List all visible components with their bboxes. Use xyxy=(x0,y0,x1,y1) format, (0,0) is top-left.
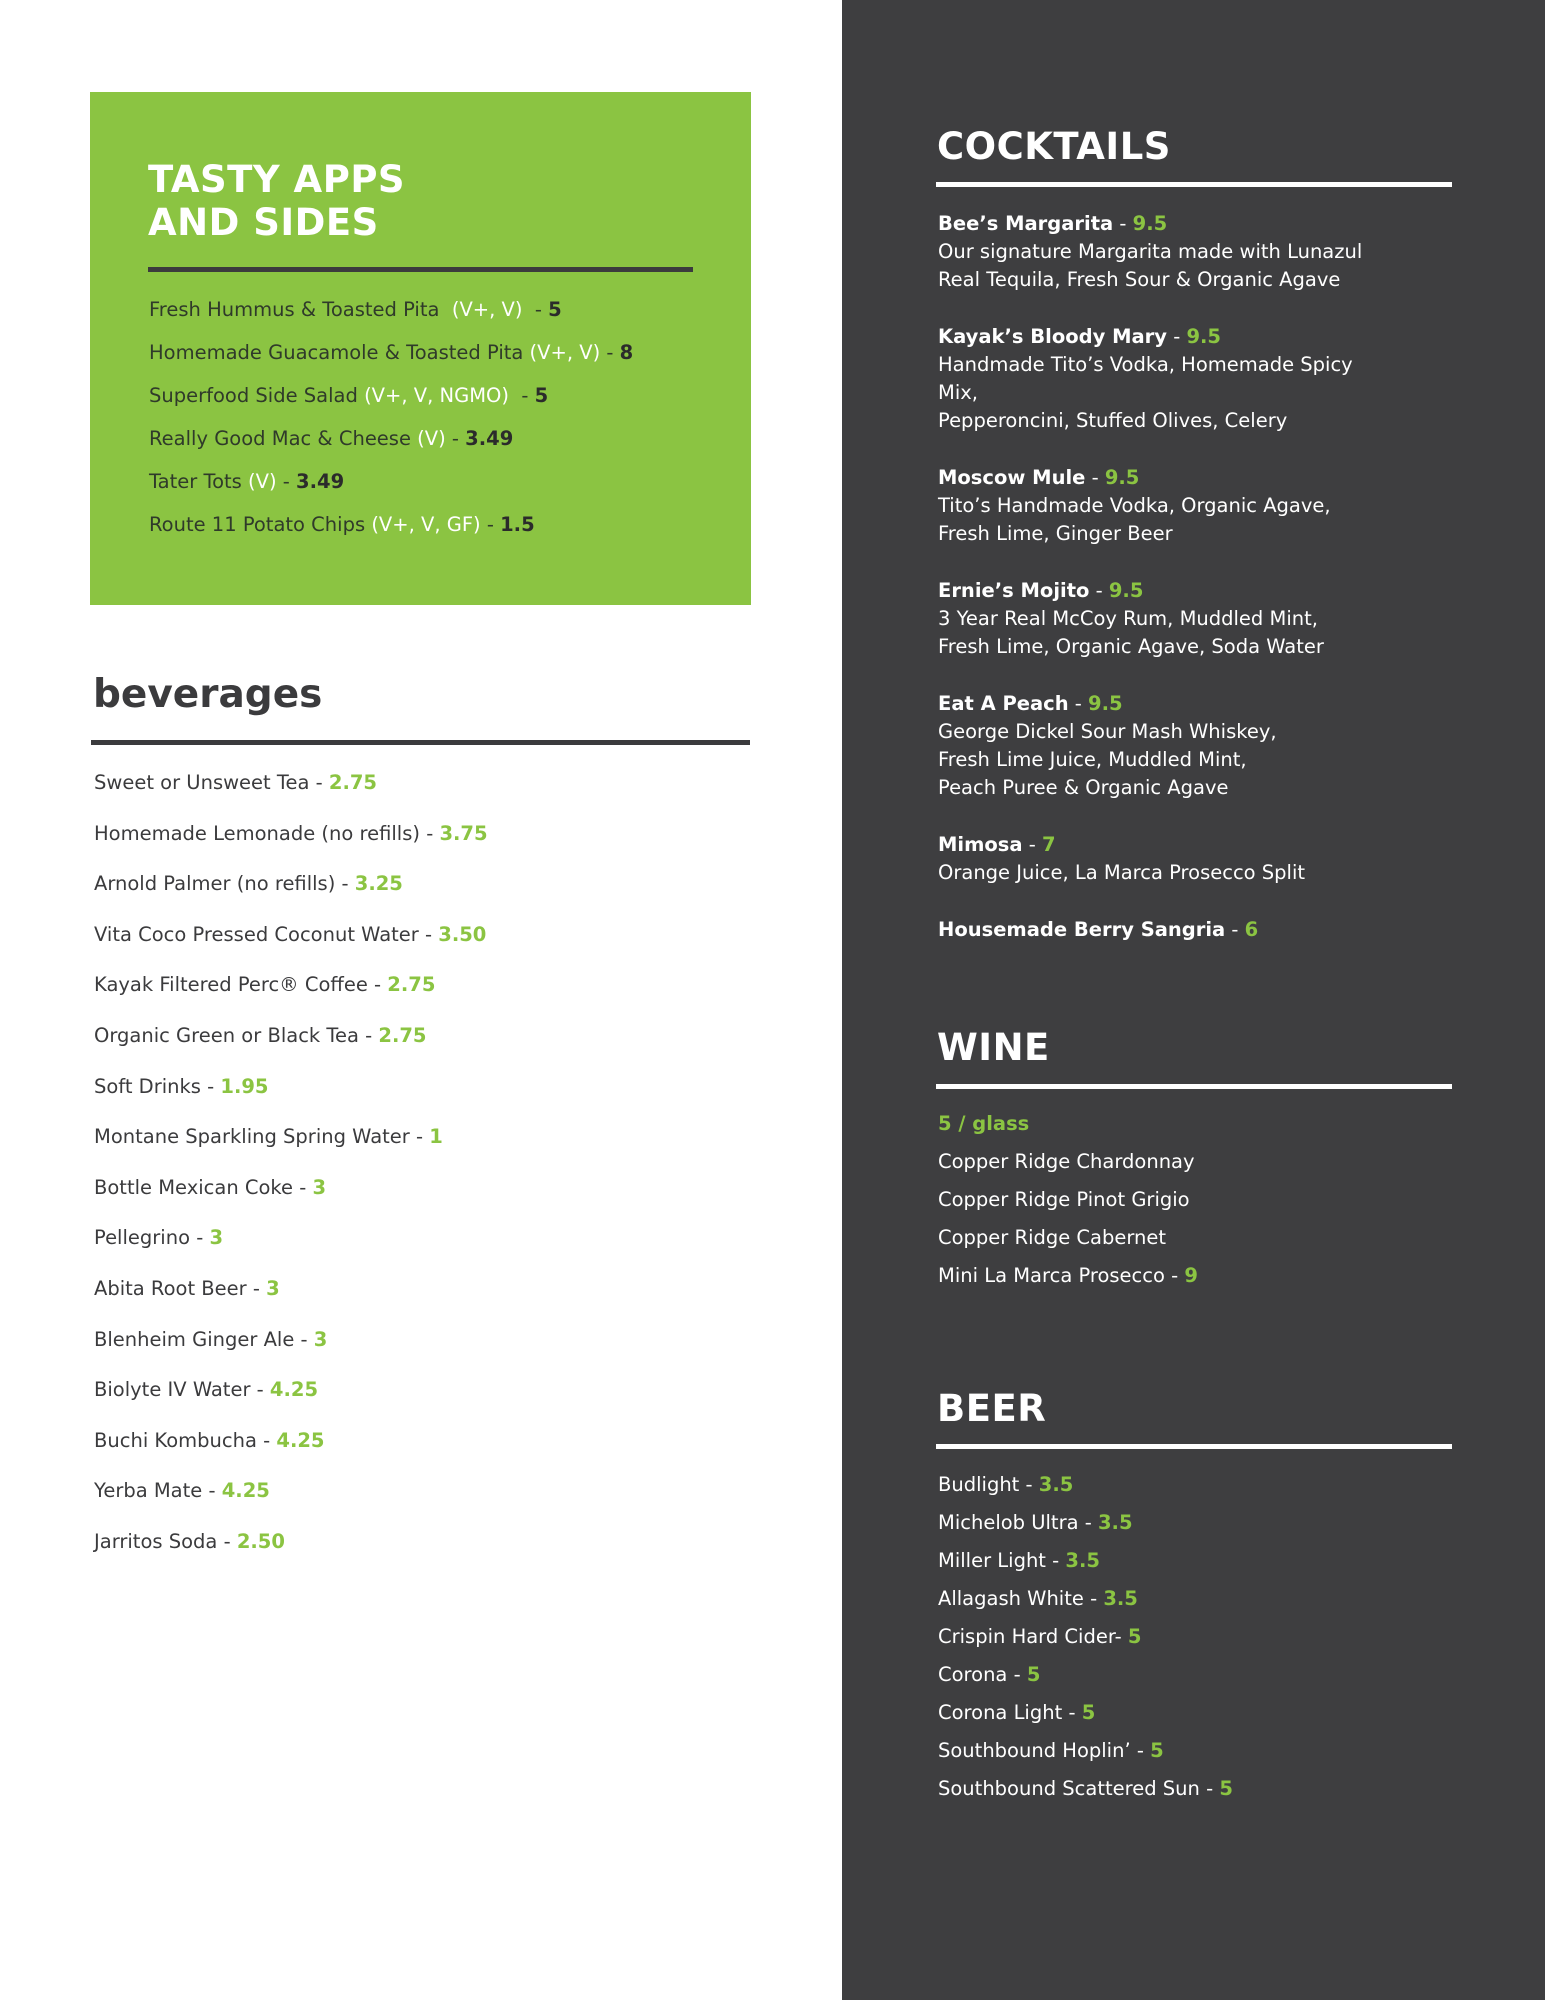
beverage-price: 3 xyxy=(312,1175,327,1199)
beer-item xyxy=(938,1471,1233,1509)
beer-item xyxy=(938,1661,1233,1699)
cocktail-description: Real Tequila, Fresh Sour & Organic Agave xyxy=(938,268,1341,291)
beverage-name: Sweet or Unsweet Tea xyxy=(94,771,310,794)
beer-price: 3.5 xyxy=(1065,1549,1100,1572)
cocktails-title: COCKTAILS xyxy=(937,125,1171,168)
apps-item-tags: (V) xyxy=(248,470,277,493)
apps-item: Superfood Side Salad (V+, V, NGMO) - 5 xyxy=(149,384,549,407)
beverage-price: 3.50 xyxy=(438,922,487,946)
beer-price: 3.5 xyxy=(1038,1473,1074,1496)
beverages-title: beverages xyxy=(93,672,323,717)
beer-separator: - xyxy=(1130,1739,1151,1762)
apps-item-name: Homemade Guacamole & Toasted Pita xyxy=(149,341,524,364)
beverage-price: 4.25 xyxy=(269,1378,319,1402)
beer-price: 5 xyxy=(1127,1625,1142,1648)
cocktail-item: Mimosa - 7 Orange Juice, La Marca Prosecco Split xyxy=(938,831,1438,887)
beverage-price: 2.50 xyxy=(236,1529,285,1553)
beer-name: Budlight xyxy=(938,1473,1020,1496)
cocktail-description: Mix, xyxy=(938,381,978,404)
cocktail-description: Pepperoncini, Stuffed Olives, Celery xyxy=(938,409,1288,432)
beer-price: 5 xyxy=(1150,1739,1164,1762)
beverage-name: Homemade Lemonade (no refills) xyxy=(94,821,420,845)
beer-separator: - xyxy=(1199,1777,1220,1800)
cocktails-list xyxy=(938,210,1438,944)
apps-item-tags: (V+, V, GF) xyxy=(371,513,481,536)
cocktail-description: Peach Puree & Organic Agave xyxy=(938,776,1229,799)
cocktail-name: Ernie’s Mojito xyxy=(938,579,1090,602)
apps-item-price: 8 xyxy=(619,341,634,364)
beverage-price: 4.25 xyxy=(276,1428,325,1452)
apps-title xyxy=(148,158,405,244)
apps-item-tags: (V+, V) xyxy=(451,298,523,321)
cocktail-price: 9.5 xyxy=(1132,212,1168,235)
apps-item-price: 5 xyxy=(534,384,549,407)
beverage-price: 1.95 xyxy=(220,1074,269,1098)
cocktail-description: Orange Juice, La Marca Prosecco Split xyxy=(938,861,1306,884)
wine-divider xyxy=(936,1084,1452,1089)
apps-item-price: 3.49 xyxy=(465,427,514,450)
cocktail-item: Eat A Peach - 9.5 George Dickel Sour Mash Whiskey, Fresh Lime Juice, Muddled Mint, Peach Puree & Organic Agave xyxy=(938,690,1438,802)
apps-title-line2: AND SIDES xyxy=(148,201,379,244)
beverage-price: 4.25 xyxy=(221,1479,270,1503)
beverages-list xyxy=(94,769,488,1579)
cocktail-item: Bee’s Margarita - 9.5 Our signature Margarita made with Lunazul Real Tequila, Fresh Sour & Organic Agave xyxy=(938,210,1438,294)
beer-price: 5 xyxy=(1026,1663,1041,1686)
cocktail-name: Housemade Berry Sangria xyxy=(938,918,1226,941)
cocktail-description: Fresh Lime, Ginger Beer xyxy=(938,522,1173,545)
beverage-name: Jarritos Soda xyxy=(94,1529,218,1553)
cocktail-description: Our signature Margarita made with Lunazul xyxy=(938,240,1363,263)
beer-item xyxy=(938,1623,1233,1661)
apps-title-line1: TASTY APPS xyxy=(148,158,406,201)
beverage-item: Biolyte IV Water - 4.25 xyxy=(94,1378,319,1402)
cocktail-name: Moscow Mule xyxy=(938,466,1086,489)
beverage-item: Blenheim Ginger Ale - 3 xyxy=(94,1327,328,1351)
cocktail-price: 7 xyxy=(1042,833,1056,856)
beer-item xyxy=(938,1585,1233,1623)
beverage-item: Pellegrino - 3 xyxy=(94,1226,224,1250)
apps-item-name: Route 11 Potato Chips xyxy=(149,513,366,536)
apps-item-price: 5 xyxy=(548,298,562,321)
apps-item-name: Superfood Side Salad xyxy=(149,384,358,407)
beer-name: Southbound Hoplin’ xyxy=(938,1739,1131,1762)
apps-item: Fresh Hummus & Toasted Pita (V+, V) - 5 xyxy=(149,298,562,321)
beverage-price: 2.75 xyxy=(328,771,377,794)
beer-name: Corona Light xyxy=(938,1701,1063,1724)
beverage-item: Homemade Lemonade (no refills) - 3.75 xyxy=(94,821,488,845)
beverage-price: 1 xyxy=(429,1125,443,1149)
cocktail-item: Kayak’s Bloody Mary - 9.5 Handmade Tito’s Vodka, Homemade Spicy Mix, Pepperoncini, Stuffed Olives, Celery xyxy=(938,323,1438,435)
beer-list xyxy=(938,1471,1233,1813)
beverage-name: Vita Coco Pressed Coconut Water xyxy=(94,922,419,946)
beer-separator: - xyxy=(1045,1549,1066,1572)
cocktail-name: Kayak’s Bloody Mary xyxy=(938,325,1168,348)
beverage-price: 2.75 xyxy=(378,1023,427,1047)
beverage-price: 2.75 xyxy=(387,973,436,997)
apps-list xyxy=(149,296,633,554)
beer-item xyxy=(938,1699,1233,1737)
cocktail-description: 3 Year Real McCoy Rum, Muddled Mint, xyxy=(938,607,1318,630)
beverage-item: Yerba Mate - 4.25 xyxy=(94,1479,270,1503)
beer-price: 5 xyxy=(1081,1701,1096,1724)
beer-separator: - xyxy=(1007,1663,1027,1686)
beverage-name: Kayak Filtered Perc® Coffee xyxy=(94,973,368,997)
cocktail-description: Fresh Lime Juice, Muddled Mint, xyxy=(938,748,1247,771)
cocktail-item: Housemade Berry Sangria - 6 xyxy=(938,918,1259,941)
beverage-item: Arnold Palmer (no refills) - 3.25 xyxy=(94,872,403,896)
beer-item xyxy=(938,1509,1233,1547)
beverage-name: Arnold Palmer (no refills) xyxy=(94,872,336,896)
beer-name: Crispin Hard Cider xyxy=(938,1625,1115,1648)
apps-item-price: 3.49 xyxy=(296,470,345,493)
apps-item-name: Really Good Mac & Cheese xyxy=(149,427,411,450)
apps-divider xyxy=(148,267,693,272)
beer-price: 5 xyxy=(1219,1777,1233,1800)
cocktail-name: Mimosa xyxy=(938,833,1023,856)
beverage-name: Buchi Kombucha xyxy=(94,1428,257,1452)
beer-price: 3.5 xyxy=(1097,1511,1133,1534)
beverage-name: Blenheim Ginger Ale xyxy=(94,1327,295,1351)
beer-price: 3.5 xyxy=(1103,1587,1138,1610)
apps-item-name: Fresh Hummus & Toasted Pita xyxy=(149,298,440,321)
cocktail-item: Ernie’s Mojito - 9.5 3 Year Real McCoy Rum, Muddled Mint, Fresh Lime, Organic Agave, Soda Water xyxy=(938,577,1438,661)
beverage-name: Soft Drinks xyxy=(94,1074,201,1098)
apps-item: Tater Tots (V) - 3.49 xyxy=(149,470,345,493)
cocktail-price: 9.5 xyxy=(1186,325,1221,348)
beer-item xyxy=(938,1737,1233,1775)
wine-price: 9 xyxy=(1184,1264,1198,1287)
wine-item: Mini La Marca Prosecco - 9 xyxy=(938,1264,1198,1287)
beer-separator: - xyxy=(1083,1587,1104,1610)
wine-item xyxy=(938,1148,1198,1186)
beverage-name: Pellegrino xyxy=(94,1226,190,1250)
beer-item xyxy=(938,1547,1233,1585)
cocktail-name: Bee’s Margarita xyxy=(938,212,1114,235)
beer-name: Southbound Scattered Sun xyxy=(938,1777,1200,1800)
cocktail-item: Moscow Mule - 9.5 Tito’s Handmade Vodka, Organic Agave, Fresh Lime, Ginger Beer xyxy=(938,464,1438,548)
beverage-price: 3 xyxy=(313,1327,328,1351)
beverage-price: 3 xyxy=(209,1226,224,1250)
beer-name: Michelob Ultra xyxy=(938,1511,1079,1534)
beverage-item: Sweet or Unsweet Tea - 2.75 xyxy=(94,771,377,794)
wine-name: Copper Ridge Pinot Grigio xyxy=(938,1188,1190,1211)
apps-item: Homemade Guacamole & Toasted Pita (V+, V) - 8 xyxy=(149,341,634,364)
wine-item xyxy=(938,1186,1198,1224)
cocktails-divider xyxy=(936,182,1452,187)
beverage-name: Bottle Mexican Coke xyxy=(94,1175,294,1199)
beverage-name: Yerba Mate xyxy=(94,1479,203,1503)
beverage-name: Abita Root Beer xyxy=(94,1276,247,1300)
apps-item-name: Tater Tots xyxy=(149,470,242,493)
beverage-item: Kayak Filtered Perc® Coffee - 2.75 xyxy=(94,973,436,997)
beverage-item: Buchi Kombucha - 4.25 xyxy=(94,1428,325,1452)
beverage-item: Abita Root Beer - 3 xyxy=(94,1276,280,1300)
beverage-name: Montane Sparkling Spring Water xyxy=(94,1125,410,1149)
cocktail-price: 6 xyxy=(1244,918,1259,941)
cocktail-description: Tito’s Handmade Vodka, Organic Agave, xyxy=(938,494,1331,517)
beverage-price: 3.75 xyxy=(439,821,488,845)
cocktail-price: 9.5 xyxy=(1108,579,1144,602)
wine-list xyxy=(938,1110,1198,1300)
wine-glass-price: 5 / glass xyxy=(938,1112,1030,1135)
beverage-item: Montane Sparkling Spring Water - 1 xyxy=(94,1125,443,1149)
apps-item-tags: (V+, V) xyxy=(529,341,601,364)
beverage-item: Vita Coco Pressed Coconut Water - 3.50 xyxy=(94,922,487,946)
beverage-name: Biolyte IV Water xyxy=(94,1378,251,1402)
apps-item: Really Good Mac & Cheese (V) - 3.49 xyxy=(149,427,514,450)
beer-name: Miller Light xyxy=(938,1549,1046,1572)
beverages-divider xyxy=(91,740,750,745)
beer-separator: - xyxy=(1078,1511,1098,1534)
beer-item xyxy=(938,1775,1233,1813)
apps-item-tags: (V+, V, NGMO) xyxy=(364,384,509,407)
apps-item-tags: (V) xyxy=(417,427,446,450)
cocktail-price: 9.5 xyxy=(1088,692,1123,715)
cocktail-name: Eat A Peach xyxy=(938,692,1069,715)
wine-name: Mini La Marca Prosecco xyxy=(938,1264,1165,1287)
wine-name: Copper Ridge Chardonnay xyxy=(938,1150,1195,1173)
wine-item xyxy=(938,1224,1198,1262)
beer-separator: - xyxy=(1019,1473,1039,1496)
wine-name: Copper Ridge Cabernet xyxy=(938,1226,1167,1249)
apps-item-price: 1.5 xyxy=(500,513,535,536)
apps-item: Route 11 Potato Chips (V+, V, GF) - 1.5 xyxy=(149,513,535,536)
beer-name: Allagash White xyxy=(938,1587,1084,1610)
beer-name: Corona xyxy=(938,1663,1008,1686)
beverage-name: Organic Green or Black Tea xyxy=(94,1023,359,1047)
wine-title: WINE xyxy=(937,1026,1050,1069)
cocktail-description: Fresh Lime, Organic Agave, Soda Water xyxy=(938,635,1324,658)
beer-separator: - xyxy=(1062,1701,1082,1724)
beverage-item: Soft Drinks - 1.95 xyxy=(94,1074,269,1098)
beverage-price: 3.25 xyxy=(354,872,403,896)
beverage-item: Organic Green or Black Tea - 2.75 xyxy=(94,1023,427,1047)
beverage-item: Jarritos Soda - 2.50 xyxy=(94,1529,285,1553)
cocktail-price: 9.5 xyxy=(1104,466,1140,489)
beverage-item: Bottle Mexican Coke - 3 xyxy=(94,1175,327,1199)
beer-separator: - xyxy=(1114,1625,1128,1648)
beer-divider xyxy=(936,1444,1452,1449)
beverage-price: 3 xyxy=(266,1276,280,1300)
cocktail-description: George Dickel Sour Mash Whiskey, xyxy=(938,720,1277,743)
cocktail-description: Handmade Tito’s Vodka, Homemade Spicy xyxy=(938,353,1353,376)
beer-title: BEER xyxy=(937,1387,1047,1430)
